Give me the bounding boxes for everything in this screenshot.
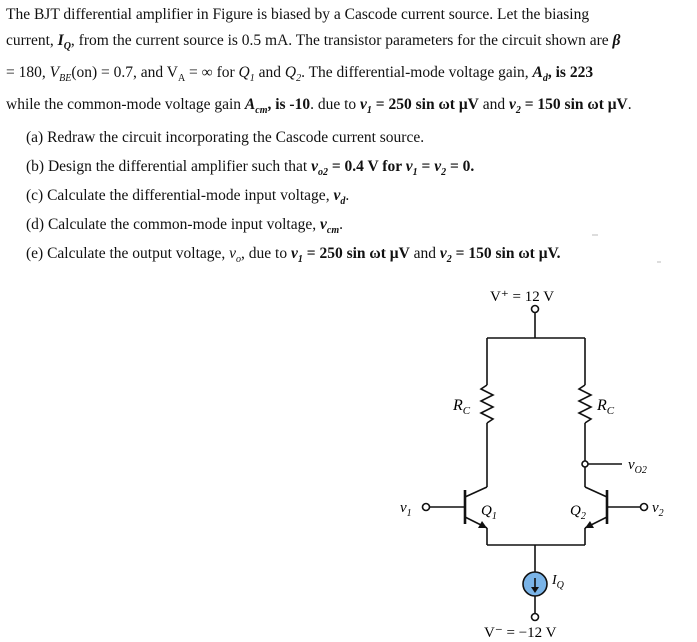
v2-label: $v_2$ (652, 500, 664, 519)
q2-label: $Q_2$ (570, 503, 586, 522)
iq-symbol: $I_Q$ (57, 32, 71, 53)
vminus-label: V⁻ = −12 V (484, 625, 557, 641)
acm-symbol: $A_{cm}$ (244, 96, 268, 117)
rc-left-label: $R_C$ (453, 397, 471, 417)
text-fragment: = ∞ for (185, 64, 239, 82)
vbe-symbol: $V_{BE}$ (49, 64, 72, 85)
question-b: (b) Design the differential amplifier such that $v_{o2} = 0.4$ V for $v_1 = v_2 = 0$. (26, 158, 475, 179)
text-fragment: , and V (133, 64, 178, 82)
text-fragment: and (478, 96, 509, 114)
q1-collector (465, 487, 487, 497)
question-a: (a) Redraw the circuit incorporating the Cascode current source. (26, 129, 425, 146)
rc-left-resistor (481, 385, 493, 423)
text-fragment: and (254, 64, 285, 82)
text-fragment: = 180, (6, 64, 50, 82)
v1-label: $v_1$ (400, 500, 412, 519)
v2-terminal (641, 504, 648, 511)
v1-symbol: $v_1$ (360, 96, 372, 117)
text-fragment: , from the current source is 0.5 mA. The transistor parameters for the circuit shown are (70, 32, 613, 49)
question-c: (c) Calculate the differential-mode input voltage, $v_d$. (26, 187, 350, 208)
vo2-node (582, 461, 588, 467)
iq-label: $I_Q$ (552, 573, 564, 591)
va-subscript: A (177, 73, 186, 85)
text-fragment: = 250 sin ωt μV (371, 96, 479, 114)
rc-right-resistor (579, 385, 591, 423)
text-fragment: . (627, 96, 632, 114)
text-fragment: . due to (310, 96, 361, 114)
beta-symbol: β (612, 32, 621, 49)
question-e: (e) Calculate the output voltage, $v_o$, due to $v_1 = 250$ sin ωt μV and $v_2 = 150$ sin ωt μV. (26, 245, 561, 266)
question-d: (d) Calculate the common-mode input voltage, $v_{cm}$. (26, 216, 343, 237)
text-fragment: , is 223 (547, 64, 594, 82)
text-fragment: = 150 sin ωt μV (520, 96, 628, 114)
ad-symbol: $A_d$ (532, 64, 548, 85)
q1-symbol: $Q_1$ (238, 64, 255, 85)
vplus-label: V⁺ = 12 V (490, 289, 555, 305)
text-fragment: (on) = 0.7 (71, 64, 134, 82)
q2-collector (585, 487, 607, 497)
problem-line-1: The BJT differential amplifier in Figure is biased by a Cascode current source. Let the biasing (6, 6, 590, 23)
text-fragment: current, (6, 32, 58, 49)
v2-symbol: $v_2$ (508, 96, 521, 117)
q2-symbol: $Q_2$ (284, 64, 302, 85)
v1-terminal (423, 504, 430, 511)
rc-right-label: $R_C$ (597, 397, 615, 417)
q1-label: $Q_1$ (481, 503, 497, 522)
vo2-label: $v_{O2}$ (628, 457, 647, 476)
vminus-terminal (532, 614, 539, 621)
text-fragment: , is -10 (267, 96, 311, 114)
text-fragment: while the common-mode voltage gain (6, 96, 245, 114)
text-fragment: . The differential-mode voltage gain, (301, 64, 533, 82)
vplus-terminal (532, 306, 539, 313)
